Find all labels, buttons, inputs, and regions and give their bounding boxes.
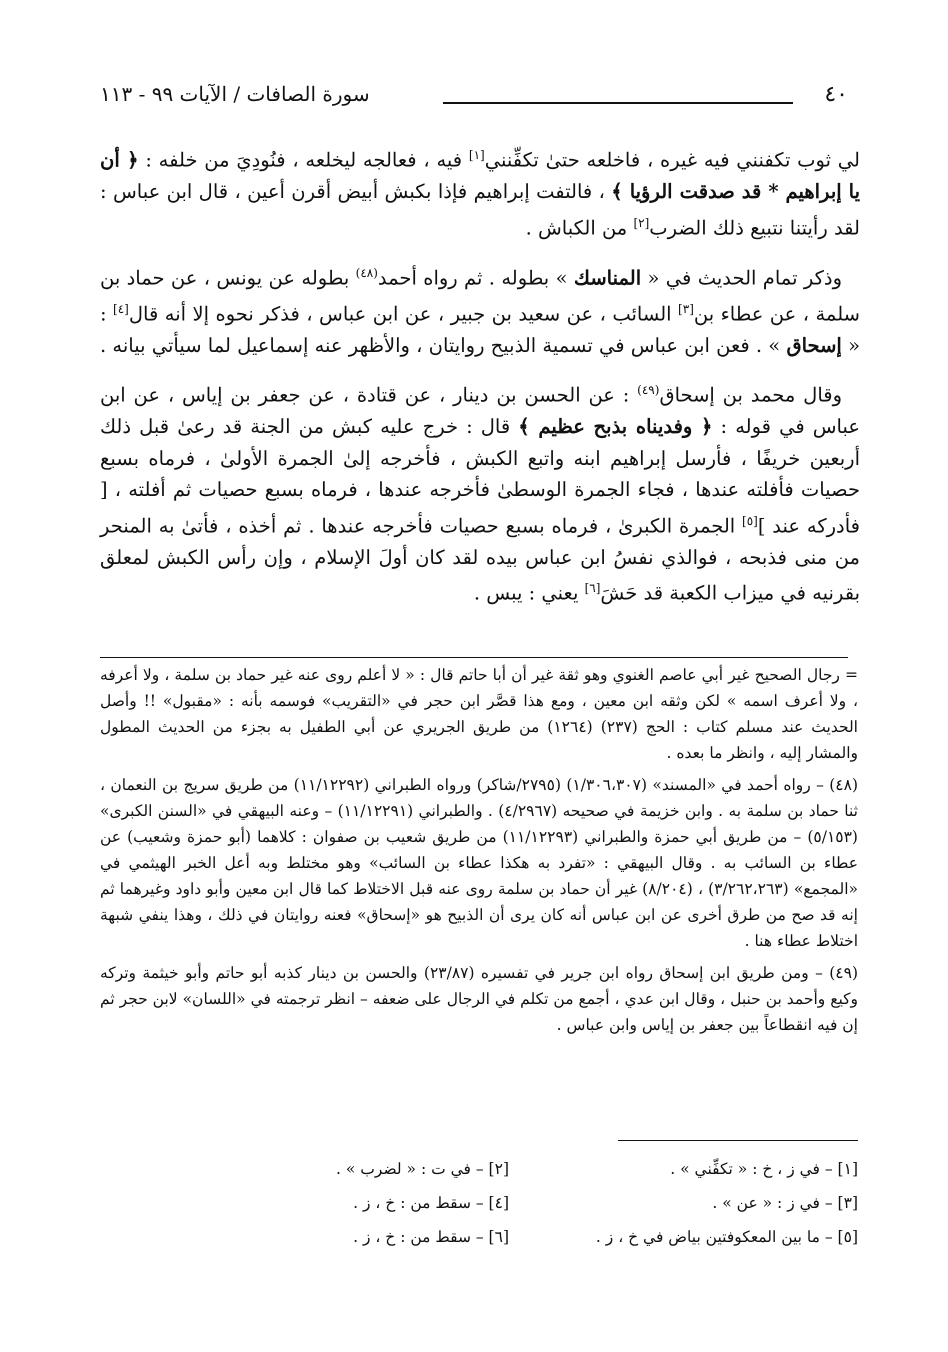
footnote-49: (٤٩) – ومن طريق ابن إسحاق رواه ابن جرير في تفسيره (٢٣/٨٧) والحسن بن دينار كذبه أبو حاتم وأبو خيثمة وتركه وكيع وأحمد بن حنبل ، وقال ابن عدي ، أجمع من تكلم في الرجال على ضعفه – انظر ترجمته في «اللسان» لابن حجر ثم إن فيه انقطاعاً بين جعفر بن إياس وابن عباس . [100, 964, 859, 1034]
page-number: ٤٠ [824, 82, 848, 107]
main-text [100, 140, 860, 623]
header-rule [443, 102, 793, 104]
variant-1: [١] – في ز ، خ : « تكفِّني » . [670, 1160, 858, 1178]
footnote-mark: (٤٩) [637, 383, 660, 397]
text-run: فيه ، فعالجه ليخلعه ، فنُودِيَ من خلفه : [145, 148, 463, 172]
text-run: » . فعن ابن عباس في تسمية الذبيح روايتان ، والأظهر عنه إسماعيل لما سيأتي بيانه . [99, 333, 781, 357]
footnotes [100, 662, 858, 1044]
variant-5: [٥] – ما بين المعكوفتين بياض في خ ، ز . [595, 1228, 858, 1246]
variant-2: [٢] – في ت : « لضرب » . [336, 1160, 509, 1178]
quran-quote: ﴿ وفديناه بذبح عظيم ﴾ [518, 415, 713, 438]
page-header [100, 82, 848, 118]
text-run: بطوله عن يونس ، عن حماد بن سلمة ، عن عطاء بن [100, 266, 860, 325]
paragraph-2 [100, 258, 860, 362]
variant-3: [٣] – في ز : « عن » . [712, 1194, 858, 1212]
text-run: : عن الحسن بن دينار ، عن قتادة ، عن جعفر بن إياس ، عن ابن عباس في قوله : [100, 383, 861, 438]
text-run: ، فالتفت إبراهيم فإذا بكبش أبيض أقرن أعين ، قال ابن عباس : لقد رأيتنا نتبيع ذلك الضرب [100, 180, 860, 239]
variant-4: [٤] – سقط من : خ ، ز . [353, 1194, 509, 1212]
footnote-continuation: = رجال الصحيح غير أبي عاصم الغنوي وهو ثقة غير أن أبا حاتم قال : « لا أعلم روى عنه غير حماد بن سلمة ، ولا أعرفه ، ولا أعرف اسمه » لكن وثقه ابن معين ، ومع هذا قصَّر ابن حجر في «التقريب» فوسمه بأنه : «مقبول» !! وأصل الحديث عند مسلم كتاب : الحج (٢٣٧) (١٢٦٤) من طريق الجريري عن أبي الطفيل به بجزء من الحديث المطول والمشار إليه ، وانظر ما بعده . [100, 666, 858, 762]
variant-6: [٦] – سقط من : خ ، ز . [353, 1228, 509, 1246]
variant-mark: [٦] [584, 581, 601, 595]
text-run: وقال محمد بن إسحاق [659, 383, 843, 407]
text-run: » بطوله . ثم رواه أحمد [377, 266, 568, 289]
book-title: المناسك [573, 266, 642, 289]
text-run: يعني : يبس . [473, 581, 579, 605]
quran-quote: ﴿ أن يا إبراهيم * قد صدقت الرؤيا ﴾ [100, 148, 861, 203]
footnote-mark: (٤٨) [355, 265, 378, 280]
paragraph-1 [100, 140, 860, 244]
variant-row [160, 1220, 858, 1254]
variants-divider [618, 1140, 858, 1141]
text-run: السائب ، عن سعيد بن جبير ، عن ابن عباس ، فذكر نحوه إلا أنه قال [128, 302, 672, 325]
variant-mark: [٣] [678, 301, 694, 316]
footnote-divider [100, 657, 848, 658]
variant-mark: [٤] [113, 301, 129, 316]
paragraph-3 [100, 375, 860, 609]
footnote-48: (٤٨) – رواه أحمد في «المسند» (١/٣٠٦،٣٠٧) (٢٧٩٥/شاكر) ورواه الطبراني (١١/١٢٢٩٢) من طريق سريج بن النعمان ، ثنا حماد بن سلمة به . وابن خزيمة في صحيحه (٤/٢٩٦٧) . والطبراني (١١/١٢٢٩١) – وعنه البيهقي في «السنن الكبرى» (٥/١٥٣) – من طريق أبي حمزة والطبراني (١١/١٢٢٩٣) من طريق شعيب بن صفوان : كلاهما (أبو حمزة وشعيب) عن عطاء بن السائب به . وقال البيهقي : «تفرد به هكذا عطاء بن السائب» وهو مختلط وبه أعل الخبر الهيثمي في «المجمع» (٣/٢٦٢،٢٦٣) ، (٨/٢٠٤) غير أن حماد بن سلمة روى عنه قبل الاختلاط كما قال ابن معين وأبو داود وغيرهما ثم إنه قد صح من طرق أخرى عن ابن عباس أنه كان يرى أن الذبيح هو «إسحاق» فعنه روايتان في ذلك ، وهذا ينفي شبهة اختلاط عطاء هنا . [100, 776, 858, 950]
text-run: لي ثوب تكفنني فيه غيره ، فاخلعه حتىٰ تكفِّنني [484, 148, 860, 172]
text-run: من الكباش . [525, 216, 628, 239]
variant-row [160, 1152, 858, 1186]
variant-mark: [٢] [633, 215, 650, 230]
running-title: سورة الصافات / الآيات ٩٩ - ١١٣ [100, 82, 370, 106]
textual-variants [160, 1152, 858, 1254]
variant-row [160, 1186, 858, 1220]
text-run: قال : خرج عليه كبش من الجنة قد رعىٰ قبل ذلك أربعين خريفًا ، فأرسل إبراهيم ابنه واتبع الكبش ، فأخرجه إلىٰ الجمرة الأولىٰ ، فرماه بسبع حصيات فأفلته عندها ، فجاء الجمرة الوسطىٰ فأخرجه عندها ، فرماه بسبع حصيات ثم أفلته ، [ فأدركه عند ] [100, 415, 860, 537]
text-run: وذكر تمام الحديث في « [647, 266, 843, 289]
variant-mark: [٥] [742, 513, 758, 528]
emphasis-name: إسحاق [786, 333, 842, 357]
variant-mark: [١] [468, 148, 485, 162]
text-run: الجمرة الكبرىٰ ، فرماه بسبع حصيات فأخرجه عندها . ثم أخذه ، فأتىٰ به المنحر من منى فذبحه ، فوالذي نفسُ ابن عباس بيده لقد كان أولَ الإسلام ، وإن رأس الكبش لمعلق بقرنيه في ميزاب الكعبة قد حَشَ [100, 514, 860, 605]
text-run: : « [100, 302, 860, 357]
